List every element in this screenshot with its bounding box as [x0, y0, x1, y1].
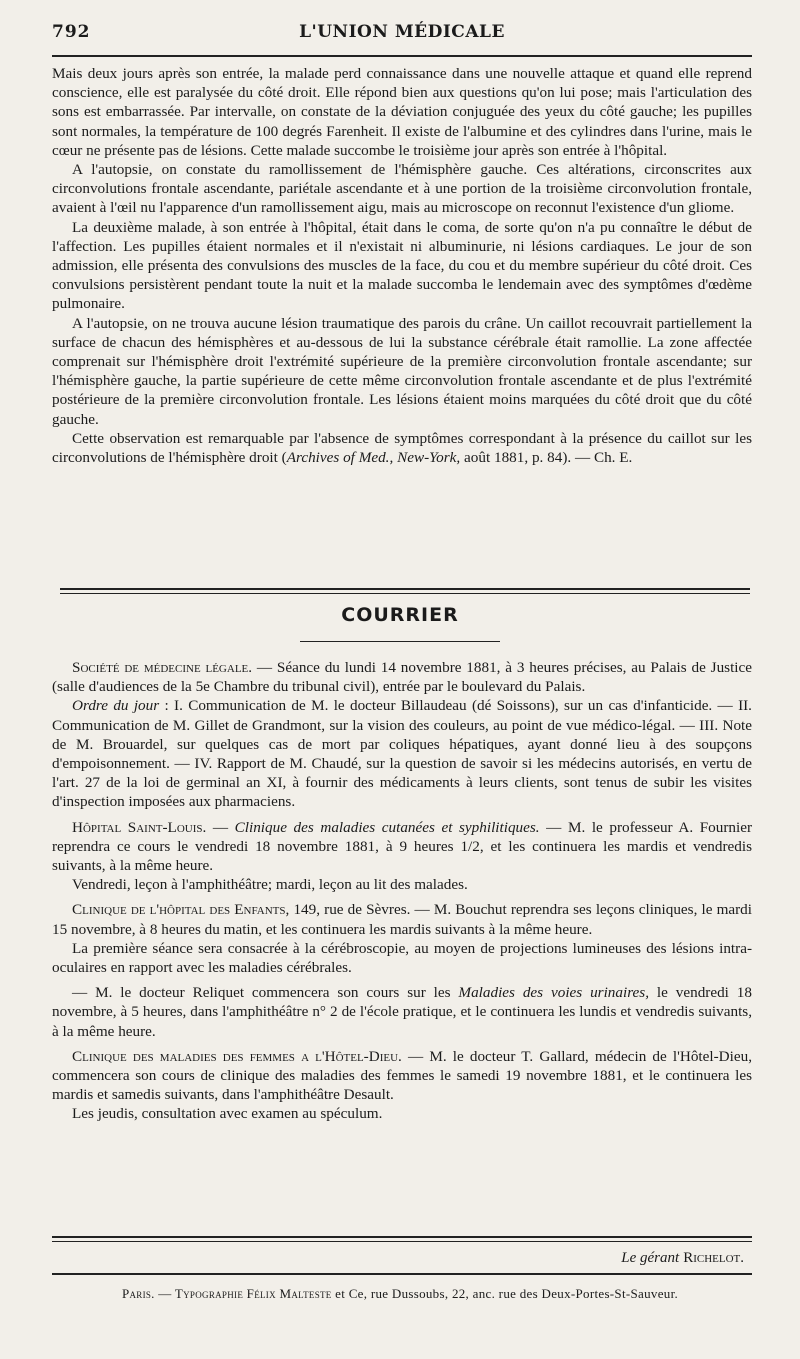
- notice-heading: Société de médecine légale.: [72, 659, 253, 676]
- course-title: Clinique des maladies cutanées et syphilitiques.: [234, 818, 540, 836]
- article-text: [52, 64, 752, 467]
- notice-paragraph: [52, 658, 752, 696]
- imprint-text-run: et Ce, rue Dussoubs, 22, anc. rue des Deux-Portes-St-Sauveur.: [331, 1286, 679, 1301]
- notice-paragraph: La première séance sera consacrée à la cérébroscopie, au moyen de projections lumineuses des lésions intra-oculaires en rapport avec les maladies cérébrales.: [52, 939, 752, 977]
- notice-heading: Clinique des maladies des femmes a l'Hôtel-Dieu.: [72, 1047, 402, 1065]
- article-source-citation: Archives of Med., New-York,: [286, 449, 461, 467]
- footer-rule-bottom: [52, 1273, 752, 1275]
- notice-paragraph: Vendredi, leçon à l'amphithéâtre; mardi, leçon au lit des malades.: [72, 876, 468, 894]
- imprint-text-run: Paris. — Typographie Félix: [121, 1286, 280, 1301]
- article-paragraph: [52, 429, 752, 467]
- notice-text-run: — M. le docteur T. Gallard, médecin de l'Hôtel-Dieu, commencera son cours de clinique des maladies des femmes le samedi 19 novembre 1881, et le continuera les mardis et samedis suivants, dans l'amphithéâtre Desault.: [52, 1047, 752, 1104]
- notice-text-run: le vendredi 18 novembre, à 5 heures, dans l'amphithéâtre n° 2 de l'école pratique, et le continuera les lundis et vendredis suivants, à la même heure.: [52, 984, 752, 1040]
- footer-rule-second: [52, 1241, 752, 1242]
- agenda-label: Ordre du jour: [72, 697, 160, 715]
- page-number: 792: [52, 22, 91, 42]
- gerant-signature: [621, 1250, 744, 1267]
- notice-paragraph: [52, 818, 752, 876]
- section-title-courrier: COURRIER: [341, 604, 459, 626]
- notice-text-run: : I. Communication de M. le docteur Billaudeau (dé Soissons), sur un cas d'infanticide. — II. Communication de M. Gillet de Grandmont, sur la vision des couleurs, au point de vue médico-légal. — III. Note de M. Brouardel, sur quelques cas de mort par coliques hépatiques, ayant donné lieu à des soupçons d'empoisonnement. — IV. Rapport de M. Chaudé, sur la question de savoir si les médecins autorisés, en vertu de l'art. 27 de la loi de germinal an XI, à fournir des médicaments à leurs clients, sont tenus de subir les visites d'inspection imposées aux pharmaciens.: [52, 697, 752, 811]
- section-double-rule-bottom: [60, 593, 750, 594]
- article-paragraph: A l'autopsie, on constate du ramollissement de l'hémisphère gauche. Ces altérations, circonscrites aux circonvolutions frontale ascendante, pariétale ascendante et à une portion de la troisième circonvolution frontale, avaient à l'œil nu l'apparence d'un ramollissement aigu, mais au microscope on reconnut l'existence d'un gliome.: [52, 161, 752, 217]
- notice-heading: Hôpital Saint-Louis.: [72, 818, 207, 836]
- header-rule: [52, 55, 752, 57]
- notice-paragraph: [52, 983, 752, 1041]
- notice-paragraph: [52, 696, 752, 811]
- article-text-run: août 1881, p. 84). — Ch. E.: [460, 449, 633, 467]
- section-double-rule-top: [60, 588, 750, 590]
- course-title: Maladies des voies urinaires,: [458, 984, 650, 1002]
- gerant-label: Le gérant: [621, 1250, 680, 1266]
- notice-paragraph: [52, 1047, 752, 1105]
- section-title-underline: [300, 641, 500, 642]
- running-head: [52, 18, 752, 46]
- gerant-name: Richelot.: [683, 1250, 744, 1266]
- notice-text-run: — Séance du lundi 14 novembre 1881, à 3 heures précises, au Palais de Justice (salle d'audiences de la 5e Chambre du tribunal civil), entrée par le boulevard du Palais.: [52, 659, 752, 696]
- notice-heading: Clinique de l'hôpital des Enfants,: [72, 901, 290, 919]
- article-paragraph: La deuxième malade, à son entrée à l'hôpital, était dans le coma, de sorte qu'on n'a pu connaître le début de l'affection. Les pupilles étaient normales et il n'existait ni albuminurie, ni lésions cardiaques. Le jour de son admission, elle présenta des convulsions des muscles de la face, du cou et du membre supérieur du côté droit. Ces convulsions persistèrent pendant toute la nuit et la malade succomba le lendemain avec des symptômes d'œdème pulmonaire.: [52, 218, 752, 313]
- notice-text-run: — M. le docteur Reliquet commencera son cours sur les: [72, 984, 459, 1002]
- journal-title: L'UNION MÉDICALE: [299, 22, 505, 42]
- article-text-run: Cette observation est remarquable par l'absence de symptômes correspondant à la présence du caillot sur les circonvolutions de l'hémisphère droit (: [52, 429, 752, 467]
- notice-text-run: —: [206, 818, 235, 836]
- printer-imprint: [0, 1286, 800, 1302]
- notice-text-run: 149, rue de Sèvres. — M. Bouchut reprendra ses leçons cliniques, le mardi 15 novembre, à 8 heures du matin, et les continuera les mardis suivants à la même heure.: [52, 901, 752, 938]
- notice-paragraph: [52, 900, 752, 938]
- courrier-text: [52, 658, 752, 1124]
- article-paragraph: A l'autopsie, on ne trouva aucune lésion traumatique des parois du crâne. Un caillot recouvrait partiellement la surface de chacun des hémisphères et au-dessous de lui la substance cérébrale était ramollie. La zone affectée comprenait sur l'hémisphère droit l'extrémité supérieure de la première circonvolution frontale ascendante; sur l'hémisphère gauche, la partie supérieure de cette même circonvolution frontale ascendante et de plus l'extrémité postérieure de la première circonvolution frontale. Les lésions étaient moins marquées du côté droit que du côté gauche.: [52, 314, 752, 428]
- footer-rule-top: [52, 1236, 752, 1238]
- notice-paragraph: Les jeudis, consultation avec examen au spéculum.: [72, 1105, 383, 1123]
- imprint-printer-name: Malteste: [279, 1286, 332, 1301]
- article-paragraph: Mais deux jours après son entrée, la malade perd connaissance dans une nouvelle attaque et quand elle reprend conscience, elle est paralysée du côté droit. Elle répond bien aux questions qu'on lui pose; mais l'articulation des sons est embarrassée. Par intervalle, on constate de la déviation conjuguée des yeux du côté gauche; les pupilles sont normales, la température de 100 degrés Farenheit. Il existe de l'albumine et des cylindres dans l'urine, mais le cœur ne présente pas de lésions. Cette malade succombe le troisième jour après son entrée à l'hôpital.: [52, 65, 752, 159]
- notice-text-run: — M. le professeur A. Fournier reprendra ce cours le vendredi 18 novembre 1881, à 9 heures 1/2, et les continuera les mardis et vendredis suivants, à la même heure.: [52, 818, 752, 875]
